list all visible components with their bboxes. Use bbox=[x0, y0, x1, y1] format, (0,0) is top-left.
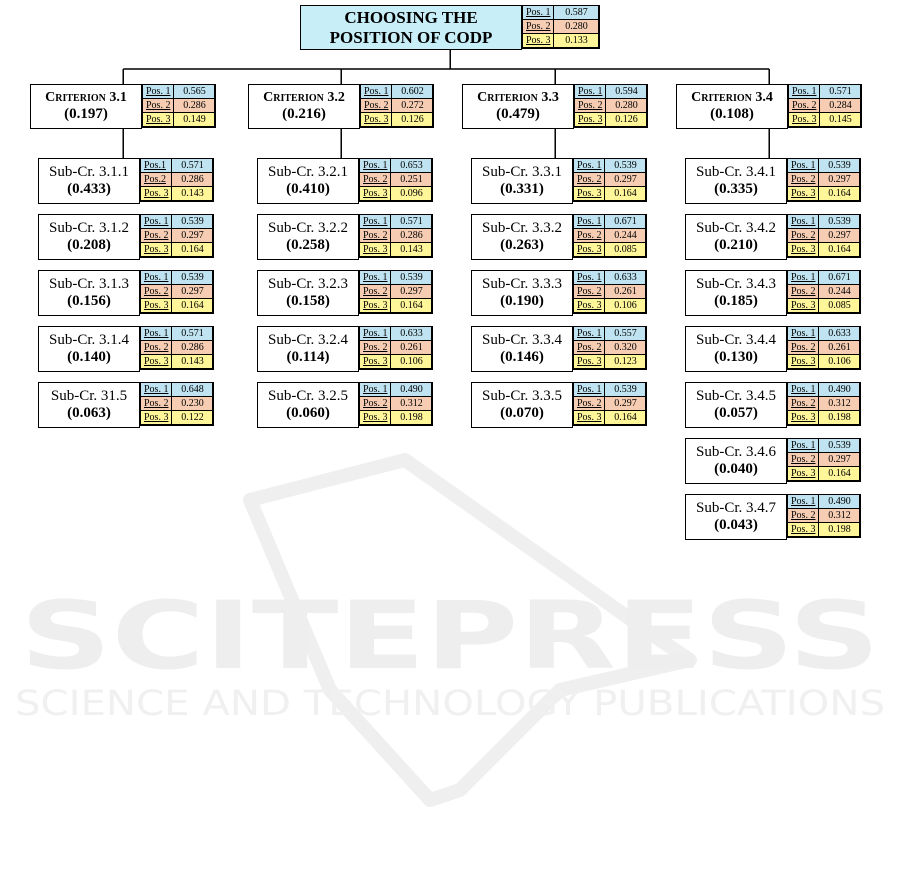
subcriterion-node bbox=[257, 270, 433, 316]
pos1-value: 0.539 bbox=[172, 271, 214, 285]
pos3-value: 0.123 bbox=[605, 355, 647, 370]
pos1-value: 0.539 bbox=[819, 439, 861, 453]
pos1-value: 0.571 bbox=[172, 327, 214, 341]
pos2-value: 0.297 bbox=[819, 229, 861, 243]
pos2-value: 0.297 bbox=[172, 229, 214, 243]
pos2-value: 0.244 bbox=[605, 229, 647, 243]
pos1-value: 0.539 bbox=[391, 271, 433, 285]
subcriterion-position-table bbox=[787, 326, 861, 370]
pos1-name: Pos. 1 bbox=[360, 215, 391, 229]
pos2-name: Pos. 2 bbox=[574, 229, 605, 243]
pos1-value: 0.571 bbox=[172, 159, 214, 173]
subcriterion-node bbox=[471, 158, 647, 204]
pos1-name: Pos. 1 bbox=[788, 495, 819, 509]
pos3-name: Pos. 3 bbox=[360, 411, 391, 426]
subcriterion-label: Sub-Cr. 3.3.1 bbox=[481, 163, 562, 180]
subcriterion-label: Sub-Cr. 3.4.2 bbox=[695, 219, 776, 236]
subcriterion-label-box bbox=[685, 158, 787, 204]
subcriterion-position-table bbox=[573, 158, 647, 202]
pos3-value: 0.122 bbox=[172, 411, 214, 426]
subcriterion-weight: (0.070) bbox=[500, 405, 544, 421]
pos2-name: Pos. 2 bbox=[523, 20, 554, 34]
subcriterion-node bbox=[471, 270, 647, 316]
subcriterion-node bbox=[38, 382, 214, 428]
pos2-name: Pos. 2 bbox=[361, 99, 392, 113]
subcriterion-position-table bbox=[140, 214, 214, 258]
criterion-node bbox=[248, 84, 434, 129]
subcriterion-label: Sub-Cr. 3.1.1 bbox=[48, 163, 129, 180]
subcriterion-node bbox=[685, 214, 861, 260]
subcriterion-weight: (0.140) bbox=[67, 349, 111, 365]
subcriterion-label-box bbox=[38, 214, 140, 260]
pos2-name: Pos. 2 bbox=[574, 173, 605, 187]
pos2-name: Pos. 2 bbox=[788, 229, 819, 243]
pos3-name: Pos. 3 bbox=[574, 411, 605, 426]
criterion-weight: (0.108) bbox=[710, 105, 754, 122]
pos1-name: Pos. 1 bbox=[574, 327, 605, 341]
pos1-name: Pos. 1 bbox=[788, 215, 819, 229]
pos3-name: Pos. 3 bbox=[788, 467, 819, 482]
subcriterion-position-table bbox=[573, 326, 647, 370]
subcriterion-label: Sub-Cr. 3.4.3 bbox=[695, 275, 776, 292]
pos1-name: Pos. 1 bbox=[574, 383, 605, 397]
pos2-value: 0.261 bbox=[605, 285, 647, 299]
pos2-value: 0.297 bbox=[605, 173, 647, 187]
pos3-name: Pos. 3 bbox=[788, 523, 819, 538]
pos1-value: 0.539 bbox=[819, 159, 861, 173]
subcriterion-label: Sub-Cr. 31.5 bbox=[50, 387, 128, 404]
subcriterion-label-box bbox=[471, 382, 573, 428]
subcriterion-label: Sub-Cr. 3.4.7 bbox=[695, 499, 776, 516]
pos1-name: Pos. 1 bbox=[141, 383, 172, 397]
pos2-name: Pos.2 bbox=[141, 173, 172, 187]
subcriterion-label-box bbox=[38, 270, 140, 316]
pos1-value: 0.490 bbox=[391, 383, 433, 397]
pos3-name: Pos. 3 bbox=[789, 113, 820, 128]
watermark-line1: SCITEPRESS bbox=[20, 582, 880, 691]
subcriterion-position-table bbox=[787, 214, 861, 258]
subcriterion-weight: (0.057) bbox=[714, 405, 758, 421]
pos2-value: 0.286 bbox=[172, 173, 214, 187]
pos1-name: Pos. 1 bbox=[523, 6, 554, 20]
criterion-label: Criterion 3.3 bbox=[477, 89, 559, 105]
pos1-value: 0.557 bbox=[605, 327, 647, 341]
pos2-value: 0.280 bbox=[554, 20, 600, 34]
subcriterion-node bbox=[471, 326, 647, 372]
subcriterion-weight: (0.156) bbox=[67, 293, 111, 309]
subcriterion-position-table bbox=[573, 270, 647, 314]
pos1-name: Pos. 1 bbox=[574, 159, 605, 173]
pos1-value: 0.587 bbox=[554, 6, 600, 20]
subcriterion-label-box bbox=[257, 382, 359, 428]
subcriterion-node bbox=[257, 326, 433, 372]
subcriterion-label: Sub-Cr. 3.3.2 bbox=[481, 219, 562, 236]
pos3-name: Pos. 3 bbox=[361, 113, 392, 128]
subcriterion-node bbox=[685, 270, 861, 316]
pos2-value: 0.297 bbox=[605, 397, 647, 411]
subcriterion-label: Sub-Cr. 3.2.5 bbox=[267, 387, 348, 404]
pos1-value: 0.565 bbox=[174, 85, 216, 99]
pos2-value: 0.286 bbox=[391, 229, 433, 243]
pos3-name: Pos. 3 bbox=[574, 243, 605, 258]
criterion-node bbox=[676, 84, 862, 129]
pos3-value: 0.164 bbox=[172, 299, 214, 314]
pos3-value: 0.145 bbox=[820, 113, 862, 128]
pos2-value: 0.272 bbox=[392, 99, 434, 113]
pos1-value: 0.539 bbox=[172, 215, 214, 229]
criterion-weight: (0.479) bbox=[496, 105, 540, 122]
pos2-name: Pos. 2 bbox=[360, 285, 391, 299]
subcriterion-node bbox=[685, 494, 861, 540]
subcriterion-label-box bbox=[685, 326, 787, 372]
pos3-value: 0.164 bbox=[605, 187, 647, 202]
subcriterion-weight: (0.258) bbox=[286, 237, 330, 253]
pos3-name: Pos. 3 bbox=[788, 187, 819, 202]
subcriterion-label: Sub-Cr. 3.3.3 bbox=[481, 275, 562, 292]
pos2-name: Pos. 2 bbox=[143, 99, 174, 113]
pos1-value: 0.490 bbox=[819, 495, 861, 509]
subcriterion-position-table bbox=[359, 382, 433, 426]
subcriterion-label-box bbox=[685, 438, 787, 484]
subcriterion-label-box bbox=[471, 270, 573, 316]
subcriterion-node bbox=[685, 326, 861, 372]
pos1-name: Pos. 1 bbox=[360, 383, 391, 397]
pos3-name: Pos. 3 bbox=[574, 299, 605, 314]
subcriterion-weight: (0.063) bbox=[67, 405, 111, 421]
subcriterion-position-table bbox=[787, 494, 861, 538]
subcriterion-position-table bbox=[359, 326, 433, 370]
pos2-name: Pos. 2 bbox=[141, 341, 172, 355]
pos2-name: Pos. 2 bbox=[788, 285, 819, 299]
pos1-value: 0.671 bbox=[819, 271, 861, 285]
subcriterion-label-box bbox=[685, 214, 787, 260]
pos3-name: Pos. 3 bbox=[141, 243, 172, 258]
pos1-value: 0.594 bbox=[606, 85, 648, 99]
subcriterion-label-box bbox=[38, 158, 140, 204]
pos3-value: 0.133 bbox=[554, 34, 600, 49]
pos3-name: Pos. 3 bbox=[360, 243, 391, 258]
pos3-value: 0.126 bbox=[392, 113, 434, 128]
subcriterion-label: Sub-Cr. 3.4.4 bbox=[695, 331, 776, 348]
pos1-name: Pos. 1 bbox=[360, 327, 391, 341]
subcriterion-label-box bbox=[257, 326, 359, 372]
pos3-value: 0.164 bbox=[391, 299, 433, 314]
criterion-label-box bbox=[462, 84, 574, 129]
subcriterion-label-box bbox=[257, 158, 359, 204]
pos1-value: 0.571 bbox=[820, 85, 862, 99]
subcriterion-label-box bbox=[471, 158, 573, 204]
subcriterion-label-box bbox=[685, 270, 787, 316]
subcriterion-label-box bbox=[38, 326, 140, 372]
subcriterion-label-box bbox=[471, 214, 573, 260]
pos3-value: 0.164 bbox=[819, 467, 861, 482]
pos3-name: Pos. 3 bbox=[141, 355, 172, 370]
pos2-name: Pos. 2 bbox=[574, 285, 605, 299]
pos3-name: Pos. 3 bbox=[788, 411, 819, 426]
subcriterion-label: Sub-Cr. 3.1.3 bbox=[48, 275, 129, 292]
pos3-value: 0.143 bbox=[172, 355, 214, 370]
criterion-label: Criterion 3.4 bbox=[691, 89, 773, 105]
pos3-name: Pos. 3 bbox=[788, 243, 819, 258]
pos2-name: Pos. 2 bbox=[360, 229, 391, 243]
pos2-name: Pos. 2 bbox=[141, 397, 172, 411]
root-title bbox=[300, 5, 522, 50]
subcriterion-position-table bbox=[359, 214, 433, 258]
subcriterion-position-table bbox=[140, 270, 214, 314]
pos1-name: Pos. 1 bbox=[575, 85, 606, 99]
subcriterion-weight: (0.410) bbox=[286, 181, 330, 197]
subcriterion-node bbox=[471, 382, 647, 428]
pos2-name: Pos. 2 bbox=[360, 397, 391, 411]
pos2-name: Pos. 2 bbox=[141, 285, 172, 299]
pos3-value: 0.164 bbox=[819, 187, 861, 202]
pos2-value: 0.280 bbox=[606, 99, 648, 113]
subcriterion-node bbox=[257, 214, 433, 260]
criterion-position-table bbox=[142, 84, 216, 128]
criterion-label-box bbox=[248, 84, 360, 129]
pos2-value: 0.312 bbox=[819, 397, 861, 411]
pos3-name: Pos. 3 bbox=[523, 34, 554, 49]
pos2-name: Pos. 2 bbox=[788, 453, 819, 467]
pos2-name: Pos. 2 bbox=[788, 341, 819, 355]
pos3-value: 0.149 bbox=[174, 113, 216, 128]
pos3-name: Pos. 3 bbox=[574, 187, 605, 202]
subcriterion-weight: (0.060) bbox=[286, 405, 330, 421]
subcriterion-weight: (0.185) bbox=[714, 293, 758, 309]
subcriterion-weight: (0.331) bbox=[500, 181, 544, 197]
pos2-value: 0.230 bbox=[172, 397, 214, 411]
pos1-name: Pos.1 bbox=[141, 159, 172, 173]
pos1-name: Pos. 1 bbox=[143, 85, 174, 99]
pos3-value: 0.164 bbox=[819, 243, 861, 258]
criterion-position-table bbox=[788, 84, 862, 128]
pos3-name: Pos. 3 bbox=[360, 187, 391, 202]
pos2-value: 0.312 bbox=[391, 397, 433, 411]
pos1-value: 0.653 bbox=[391, 159, 433, 173]
subcriterion-label: Sub-Cr. 3.1.4 bbox=[48, 331, 129, 348]
root-position-table bbox=[522, 5, 600, 49]
pos2-value: 0.261 bbox=[819, 341, 861, 355]
subcriterion-label-box bbox=[471, 326, 573, 372]
subcriterion-node bbox=[257, 382, 433, 428]
subcriterion-weight: (0.210) bbox=[714, 237, 758, 253]
subcriterion-label: Sub-Cr. 3.1.2 bbox=[48, 219, 129, 236]
pos2-name: Pos. 2 bbox=[788, 509, 819, 523]
pos1-name: Pos. 1 bbox=[574, 271, 605, 285]
pos3-value: 0.106 bbox=[605, 299, 647, 314]
subcriterion-node bbox=[257, 158, 433, 204]
subcriterion-label: Sub-Cr. 3.2.3 bbox=[267, 275, 348, 292]
subcriterion-weight: (0.040) bbox=[714, 461, 758, 477]
pos3-value: 0.085 bbox=[819, 299, 861, 314]
subcriterion-weight: (0.433) bbox=[67, 181, 111, 197]
pos1-name: Pos. 1 bbox=[361, 85, 392, 99]
subcriterion-weight: (0.158) bbox=[286, 293, 330, 309]
pos2-name: Pos. 2 bbox=[575, 99, 606, 113]
pos1-value: 0.490 bbox=[819, 383, 861, 397]
pos2-name: Pos. 2 bbox=[574, 341, 605, 355]
pos3-name: Pos. 3 bbox=[360, 355, 391, 370]
pos3-name: Pos. 3 bbox=[575, 113, 606, 128]
subcriterion-position-table bbox=[359, 270, 433, 314]
pos1-name: Pos. 1 bbox=[141, 327, 172, 341]
subcriterion-label-box bbox=[257, 270, 359, 316]
subcriterion-node bbox=[685, 382, 861, 428]
pos2-value: 0.244 bbox=[819, 285, 861, 299]
pos2-name: Pos. 2 bbox=[788, 397, 819, 411]
pos3-name: Pos. 3 bbox=[360, 299, 391, 314]
pos1-name: Pos. 1 bbox=[141, 215, 172, 229]
pos1-name: Pos. 1 bbox=[360, 159, 391, 173]
pos1-value: 0.633 bbox=[819, 327, 861, 341]
subcriterion-position-table bbox=[787, 270, 861, 314]
subcriterion-label-box bbox=[685, 494, 787, 540]
subcriterion-label-box bbox=[257, 214, 359, 260]
subcriterion-label: Sub-Cr. 3.4.1 bbox=[695, 163, 776, 180]
subcriterion-weight: (0.335) bbox=[714, 181, 758, 197]
pos1-value: 0.539 bbox=[605, 383, 647, 397]
subcriterion-node bbox=[685, 438, 861, 484]
subcriterion-position-table bbox=[787, 438, 861, 482]
pos1-value: 0.648 bbox=[172, 383, 214, 397]
criterion-weight: (0.197) bbox=[64, 105, 108, 122]
pos1-name: Pos. 1 bbox=[574, 215, 605, 229]
pos3-value: 0.085 bbox=[605, 243, 647, 258]
pos3-value: 0.106 bbox=[819, 355, 861, 370]
subcriterion-label: Sub-Cr. 3.3.4 bbox=[481, 331, 562, 348]
pos1-value: 0.571 bbox=[391, 215, 433, 229]
criterion-label-box bbox=[676, 84, 788, 129]
pos2-value: 0.261 bbox=[391, 341, 433, 355]
pos3-name: Pos. 3 bbox=[141, 187, 172, 202]
subcriterion-node bbox=[685, 158, 861, 204]
criterion-position-table bbox=[360, 84, 434, 128]
subcriterion-label: Sub-Cr. 3.2.1 bbox=[267, 163, 348, 180]
root-node bbox=[300, 5, 600, 50]
pos3-value: 0.143 bbox=[391, 243, 433, 258]
subcriterion-weight: (0.190) bbox=[500, 293, 544, 309]
pos2-name: Pos. 2 bbox=[789, 99, 820, 113]
subcriterion-node bbox=[38, 270, 214, 316]
subcriterion-label-box bbox=[38, 382, 140, 428]
subcriterion-weight: (0.263) bbox=[500, 237, 544, 253]
criterion-position-table bbox=[574, 84, 648, 128]
pos2-value: 0.297 bbox=[172, 285, 214, 299]
pos1-name: Pos. 1 bbox=[788, 271, 819, 285]
subcriterion-node bbox=[38, 326, 214, 372]
subcriterion-label: Sub-Cr. 3.3.5 bbox=[481, 387, 562, 404]
pos1-value: 0.602 bbox=[392, 85, 434, 99]
subcriterion-label: Sub-Cr. 3.4.6 bbox=[695, 443, 776, 460]
pos2-value: 0.297 bbox=[819, 173, 861, 187]
criterion-weight: (0.216) bbox=[282, 105, 326, 122]
pos3-name: Pos. 3 bbox=[143, 113, 174, 128]
subcriterion-weight: (0.146) bbox=[500, 349, 544, 365]
root-title-line2: POSITION OF CODP bbox=[329, 27, 493, 47]
subcriterion-node bbox=[38, 214, 214, 260]
pos3-name: Pos. 3 bbox=[574, 355, 605, 370]
pos2-name: Pos. 2 bbox=[360, 173, 391, 187]
pos1-name: Pos. 1 bbox=[141, 271, 172, 285]
pos2-value: 0.286 bbox=[174, 99, 216, 113]
pos3-name: Pos. 3 bbox=[141, 411, 172, 426]
root-title-line1: CHOOSING THE bbox=[344, 7, 478, 27]
criterion-label: Criterion 3.2 bbox=[263, 89, 345, 105]
pos3-value: 0.106 bbox=[391, 355, 433, 370]
subcriterion-label: Sub-Cr. 3.2.2 bbox=[267, 219, 348, 236]
pos2-name: Pos. 2 bbox=[788, 173, 819, 187]
subcriterion-position-table bbox=[573, 382, 647, 426]
subcriterion-position-table bbox=[359, 158, 433, 202]
criterion-node bbox=[30, 84, 216, 129]
watermark-line2: SCIENCE AND TECHNOLOGY PUBLICATIONS bbox=[15, 684, 885, 724]
pos3-value: 0.096 bbox=[391, 187, 433, 202]
criterion-label: Criterion 3.1 bbox=[45, 89, 127, 105]
pos2-value: 0.286 bbox=[172, 341, 214, 355]
pos3-value: 0.198 bbox=[819, 523, 861, 538]
subcriterion-label: Sub-Cr. 3.2.4 bbox=[267, 331, 348, 348]
subcriterion-weight: (0.208) bbox=[67, 237, 111, 253]
pos2-value: 0.251 bbox=[391, 173, 433, 187]
subcriterion-node bbox=[471, 214, 647, 260]
subcriterion-weight: (0.114) bbox=[286, 349, 330, 365]
pos1-name: Pos. 1 bbox=[788, 159, 819, 173]
pos3-name: Pos. 3 bbox=[141, 299, 172, 314]
pos1-value: 0.633 bbox=[605, 271, 647, 285]
pos3-value: 0.143 bbox=[172, 187, 214, 202]
subcriterion-position-table bbox=[573, 214, 647, 258]
pos2-value: 0.297 bbox=[819, 453, 861, 467]
subcriterion-position-table bbox=[787, 382, 861, 426]
pos3-value: 0.198 bbox=[819, 411, 861, 426]
subcriterion-position-table bbox=[140, 158, 214, 202]
subcriterion-position-table bbox=[787, 158, 861, 202]
pos2-value: 0.297 bbox=[391, 285, 433, 299]
pos2-value: 0.312 bbox=[819, 509, 861, 523]
subcriterion-weight: (0.130) bbox=[714, 349, 758, 365]
pos1-name: Pos. 1 bbox=[789, 85, 820, 99]
pos3-value: 0.126 bbox=[606, 113, 648, 128]
pos3-name: Pos. 3 bbox=[788, 355, 819, 370]
subcriterion-label: Sub-Cr. 3.4.5 bbox=[695, 387, 776, 404]
pos1-name: Pos. 1 bbox=[360, 271, 391, 285]
subcriterion-position-table bbox=[140, 326, 214, 370]
pos1-name: Pos. 1 bbox=[788, 383, 819, 397]
subcriterion-weight: (0.043) bbox=[714, 517, 758, 533]
pos1-value: 0.539 bbox=[605, 159, 647, 173]
pos2-name: Pos. 2 bbox=[360, 341, 391, 355]
criterion-label-box bbox=[30, 84, 142, 129]
pos1-value: 0.633 bbox=[391, 327, 433, 341]
pos1-name: Pos. 1 bbox=[788, 327, 819, 341]
pos3-value: 0.164 bbox=[605, 411, 647, 426]
subcriterion-node bbox=[38, 158, 214, 204]
pos2-value: 0.320 bbox=[605, 341, 647, 355]
subcriterion-label-box bbox=[685, 382, 787, 428]
pos1-value: 0.539 bbox=[819, 215, 861, 229]
criterion-node bbox=[462, 84, 648, 129]
pos2-name: Pos. 2 bbox=[141, 229, 172, 243]
pos1-name: Pos. 1 bbox=[788, 439, 819, 453]
pos3-value: 0.198 bbox=[391, 411, 433, 426]
pos3-value: 0.164 bbox=[172, 243, 214, 258]
pos3-name: Pos. 3 bbox=[788, 299, 819, 314]
subcriterion-position-table bbox=[140, 382, 214, 426]
pos2-value: 0.284 bbox=[820, 99, 862, 113]
pos2-name: Pos. 2 bbox=[574, 397, 605, 411]
pos1-value: 0.671 bbox=[605, 215, 647, 229]
